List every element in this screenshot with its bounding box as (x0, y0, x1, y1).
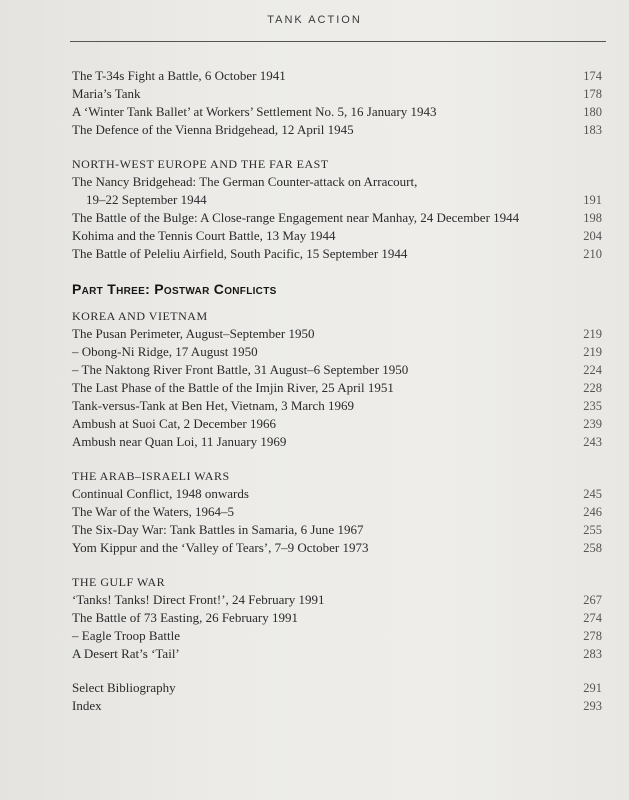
toc-entry (72, 697, 602, 715)
part-heading: Part Three: Postwar Conflicts (72, 281, 277, 297)
entry-title (72, 627, 180, 645)
entry-title (72, 245, 407, 263)
toc-entry (72, 485, 602, 503)
entry-page-number: 293 (583, 699, 602, 713)
entry-page-number: 219 (583, 327, 602, 341)
section-heading: THE ARAB–ISRAELI WARS (72, 469, 230, 483)
entry-page-number: 180 (583, 105, 602, 119)
toc-entry (72, 361, 602, 379)
entry-title-continuation: 19–22 September 1944 (86, 192, 207, 207)
toc-entry (72, 343, 602, 361)
entry-page-number: 267 (583, 593, 602, 607)
toc-entry (72, 539, 602, 557)
toc-entry (72, 379, 602, 397)
entry-title-text: The Last Phase of the Battle of the Imjin River, 25 April 1951 (72, 380, 394, 395)
toc-entry (72, 209, 602, 227)
entry-title (72, 397, 354, 415)
entry-title (72, 415, 276, 433)
entry-title-text: The Nancy Bridgehead: The German Counter-attack on Arracourt, (72, 174, 418, 189)
entry-page-number: 246 (583, 505, 602, 519)
entry-title (72, 361, 408, 379)
entry-title (72, 697, 102, 715)
section-heading: NORTH-WEST EUROPE AND THE FAR EAST (72, 157, 329, 171)
entry-page-number: 291 (583, 681, 602, 695)
entry-title-text: The Battle of 73 Easting, 26 February 1991 (72, 610, 299, 625)
entry-page-number: 191 (583, 193, 602, 207)
entry-page-number: 228 (583, 381, 602, 395)
entry-title-text: Tank-versus-Tank at Ben Het, Vietnam, 3 March 1969 (72, 398, 355, 413)
entry-title-text: The Six-Day War: Tank Battles in Samaria, 6 June 1967 (72, 522, 364, 537)
entry-title (72, 503, 234, 521)
entry-title (72, 609, 298, 627)
entry-title-text: The Pusan Perimeter, August–September 1950 (72, 326, 315, 341)
entry-title-text: The Defence of the Vienna Bridgehead, 12 April 1945 (72, 122, 354, 137)
toc-section (72, 155, 602, 263)
entry-title-text: Continual Conflict, 1948 onwards (72, 486, 249, 501)
entry-page-number: 243 (583, 435, 602, 449)
entry-title-text: – Obong-Ni Ridge, 17 August 1950 (72, 344, 258, 359)
entry-page-number: 274 (583, 611, 602, 625)
entry-title-text: A ‘Winter Tank Ballet’ at Workers’ Settlement No. 5, 16 January 1943 (72, 104, 437, 119)
entry-title-text: Index (72, 698, 102, 713)
entry-title-text: Ambush at Suoi Cat, 2 December 1966 (72, 416, 276, 431)
toc-entry (72, 627, 602, 645)
toc-entry (72, 245, 602, 263)
toc-entry (72, 121, 602, 139)
toc-section (72, 67, 602, 139)
toc-section (72, 467, 602, 557)
section-heading: THE GULF WAR (72, 575, 166, 589)
entry-title-text: Maria’s Tank (72, 86, 141, 101)
entry-title (72, 325, 314, 343)
entry-title (72, 485, 249, 503)
entry-page-number: 183 (583, 123, 602, 137)
toc-entry (72, 397, 602, 415)
entry-page-number: 278 (583, 629, 602, 643)
entry-page-number: 224 (583, 363, 602, 377)
toc-entry (72, 521, 602, 539)
entry-page-number: 283 (583, 647, 602, 661)
entry-title-text: The Battle of Peleliu Airfield, South Pacific, 15 September 1944 (72, 246, 408, 261)
entry-page-number: 174 (583, 69, 602, 83)
entry-title-text: A Desert Rat’s ‘Tail’ (72, 646, 180, 661)
entry-title (72, 645, 180, 663)
toc-entry (72, 645, 602, 663)
entry-title-text: – Eagle Troop Battle (72, 628, 180, 643)
entry-page-number: 245 (583, 487, 602, 501)
toc-entry (72, 415, 602, 433)
toc-entry (72, 325, 602, 343)
entry-title (72, 103, 436, 121)
toc-entry (72, 85, 602, 103)
entry-title (72, 67, 286, 85)
toc-section (72, 679, 602, 715)
entry-page-number: 235 (583, 399, 602, 413)
toc-entry (72, 679, 602, 697)
entry-title (72, 121, 354, 139)
entry-title-text: Select Bibliography (72, 680, 176, 695)
running-head: TANK ACTION (267, 14, 362, 26)
table-of-contents (72, 67, 602, 731)
entry-title (72, 379, 394, 397)
entry-page-number: 178 (583, 87, 602, 101)
section-heading: KOREA AND VIETNAM (72, 309, 208, 323)
entry-title (72, 679, 176, 697)
entry-page-number: 204 (583, 229, 602, 243)
header-rule (70, 41, 606, 42)
toc-section (72, 307, 602, 451)
entry-title (72, 591, 324, 609)
entry-title-text: The Battle of the Bulge: A Close-range Engagement near Manhay, 24 December 1944 (72, 210, 520, 225)
entry-title-text: – The Naktong River Front Battle, 31 August–6 September 1950 (72, 362, 409, 377)
entry-title-text: Ambush near Quan Loi, 11 January 1969 (72, 434, 287, 449)
entry-title (72, 521, 363, 539)
toc-entry (72, 433, 602, 451)
toc-entry (72, 591, 602, 609)
entry-title-text: The T-34s Fight a Battle, 6 October 1941 (72, 68, 286, 83)
entry-page-number: 219 (583, 345, 602, 359)
entry-title (72, 209, 519, 227)
toc-entry (72, 227, 602, 245)
entry-title (72, 343, 258, 361)
entry-page-number: 210 (583, 247, 602, 261)
entry-title (72, 227, 336, 245)
entry-title-text: ‘Tanks! Tanks! Direct Front!’, 24 February 1991 (72, 592, 325, 607)
toc-section (72, 573, 602, 663)
toc-entry (72, 103, 602, 121)
toc-entry (72, 67, 602, 85)
entry-title-text: Yom Kippur and the ‘Valley of Tears’, 7–9 October 1973 (72, 540, 369, 555)
entry-page-number: 255 (583, 523, 602, 537)
entry-title (72, 433, 286, 451)
toc-entry (72, 503, 602, 521)
entry-title (72, 173, 417, 209)
entry-page-number: 258 (583, 541, 602, 555)
toc-entry (72, 173, 602, 209)
toc-entry (72, 609, 602, 627)
entry-page-number: 239 (583, 417, 602, 431)
entry-title-text: The War of the Waters, 1964–5 (72, 504, 235, 519)
entry-title (72, 85, 141, 103)
entry-title (72, 539, 368, 557)
entry-title-text: Kohima and the Tennis Court Battle, 13 May 1944 (72, 228, 336, 243)
entry-page-number: 198 (583, 211, 602, 225)
